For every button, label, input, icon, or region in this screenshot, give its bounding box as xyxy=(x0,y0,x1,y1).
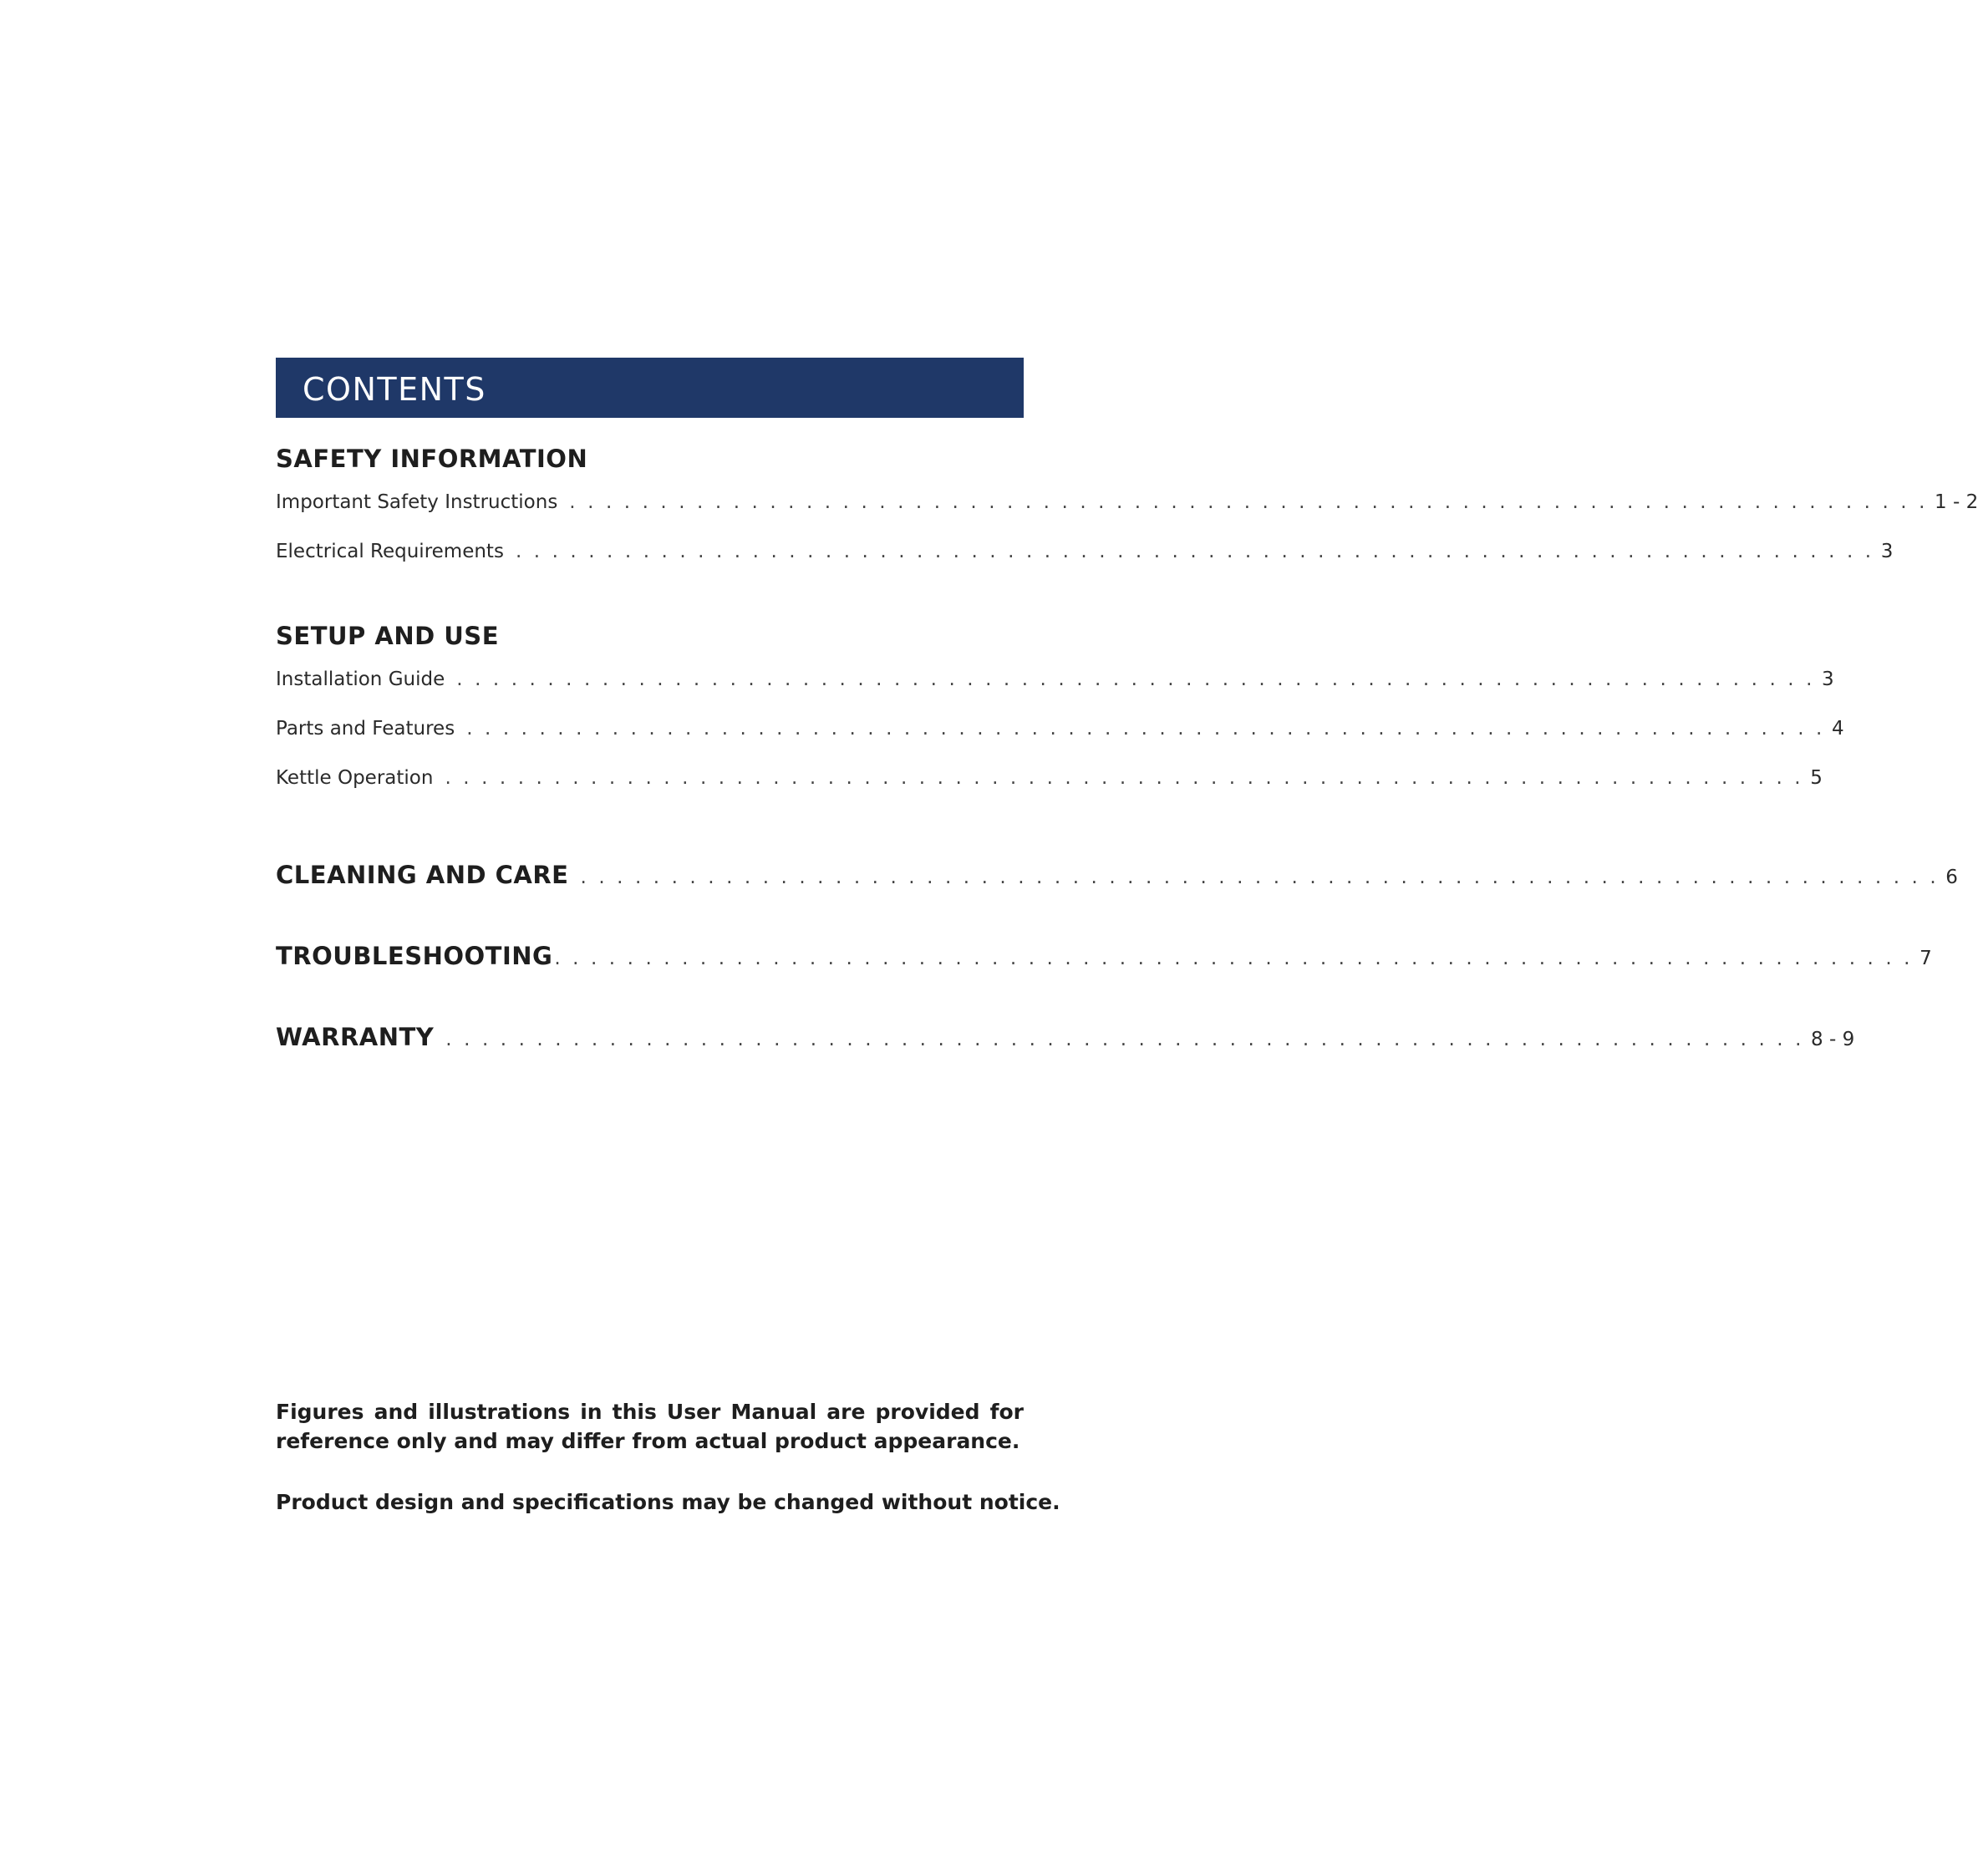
leader-dots: . . . . . . . . . . . . . . . . . . . . . . . . . . . . . . . . . . . . . . . . . . . . . . . . . . . . . . . . . . . . . . . . . . . . . . . . . . . xyxy=(569,491,1929,513)
toc-major-label: TROUBLESHOOTING xyxy=(276,942,553,970)
toc-entry-page: 1 - 2 xyxy=(1935,491,1978,513)
section-heading-setup: SETUP AND USE xyxy=(276,622,500,650)
contents-page xyxy=(276,358,1978,1054)
leader-dots: . . . . . . . . . . . . . . . . . . . . . . . . . . . . . . . . . . . . . . . . . . . . . . . . . . . . . . . . . . . . . . . . . . . . . . . . . . . xyxy=(580,867,1940,888)
leader-dots: . . . . . . . . . . . . . . . . . . . . . . . . . . . . . . . . . . . . . . . . . . . . . . . . . . . . . . . . . . . . . . . . . . . . . . . . . . . xyxy=(466,718,1825,740)
toc-entry[interactable] xyxy=(276,754,1823,803)
table-of-contents xyxy=(276,445,1978,1054)
leader-dots: . . . . . . . . . . . . . . . . . . . . . . . . . . . . . . . . . . . . . . . . . . . . . . . . . . . . . . . . . . . . . . . . . . . . . . . . . . . xyxy=(554,948,1914,969)
toc-major-page: 7 xyxy=(1920,948,1932,969)
setup-entries xyxy=(276,655,1844,803)
manual-notes xyxy=(276,1397,1060,1517)
toc-entry-page: 3 xyxy=(1822,669,1834,690)
toc-entry-label: Electrical Requirements xyxy=(276,541,504,562)
change-notice: Product design and specifications may be changed without notice. xyxy=(276,1490,1060,1514)
leader-dots: . . . . . . . . . . . . . . . . . . . . . . . . . . . . . . . . . . . . . . . . . . . . . . . . . . . . . . . . . . . . . . . . . . . . . . . . . . . xyxy=(445,767,1804,789)
contents-title: CONTENTS xyxy=(303,371,486,408)
toc-entry-page: 3 xyxy=(1880,541,1894,562)
toc-entry[interactable] xyxy=(276,655,1834,704)
toc-major-label: WARRANTY xyxy=(276,1023,435,1051)
contents-banner xyxy=(276,358,1024,418)
toc-entry-label: Important Safety Instructions xyxy=(276,491,558,513)
toc-major-warranty[interactable] xyxy=(276,1020,1855,1054)
safety-entries xyxy=(276,478,1978,577)
toc-entry-label: Installation Guide xyxy=(276,669,445,690)
toc-major-cleaning[interactable] xyxy=(276,858,1958,892)
toc-entry[interactable] xyxy=(276,704,1844,754)
leader-dots: . . . . . . . . . . . . . . . . . . . . . . . . . . . . . . . . . . . . . . . . . . . . . . . . . . . . . . . . . . . . . . . . . . . . . . . . . . . xyxy=(515,541,1874,562)
toc-major-troubleshooting[interactable] xyxy=(276,939,1932,973)
leader-dots: . . . . . . . . . . . . . . . . . . . . . . . . . . . . . . . . . . . . . . . . . . . . . . . . . . . . . . . . . . . . . . . . . . . . . . . . . . . xyxy=(445,1029,1805,1050)
toc-entry-label: Kettle Operation xyxy=(276,767,434,789)
disclaimer-note: Figures and illustrations in this User Manual are provided for reference only and may differ from actual product appearance. xyxy=(276,1400,1024,1453)
toc-major-page: 6 xyxy=(1945,867,1958,888)
toc-major-page: 8 - 9 xyxy=(1811,1029,1855,1050)
toc-entry-label: Parts and Features xyxy=(276,718,455,740)
section-heading-safety: SAFETY INFORMATION xyxy=(276,445,588,473)
leader-dots: . . . . . . . . . . . . . . . . . . . . . . . . . . . . . . . . . . . . . . . . . . . . . . . . . . . . . . . . . . . . . . . . . . . . . . . . . . . xyxy=(456,669,1815,690)
toc-entry[interactable] xyxy=(276,478,1978,527)
toc-major-label: CLEANING AND CARE xyxy=(276,861,569,889)
toc-entry-page: 5 xyxy=(1810,767,1823,789)
toc-entry-page: 4 xyxy=(1831,718,1844,740)
toc-entry[interactable] xyxy=(276,527,1894,577)
